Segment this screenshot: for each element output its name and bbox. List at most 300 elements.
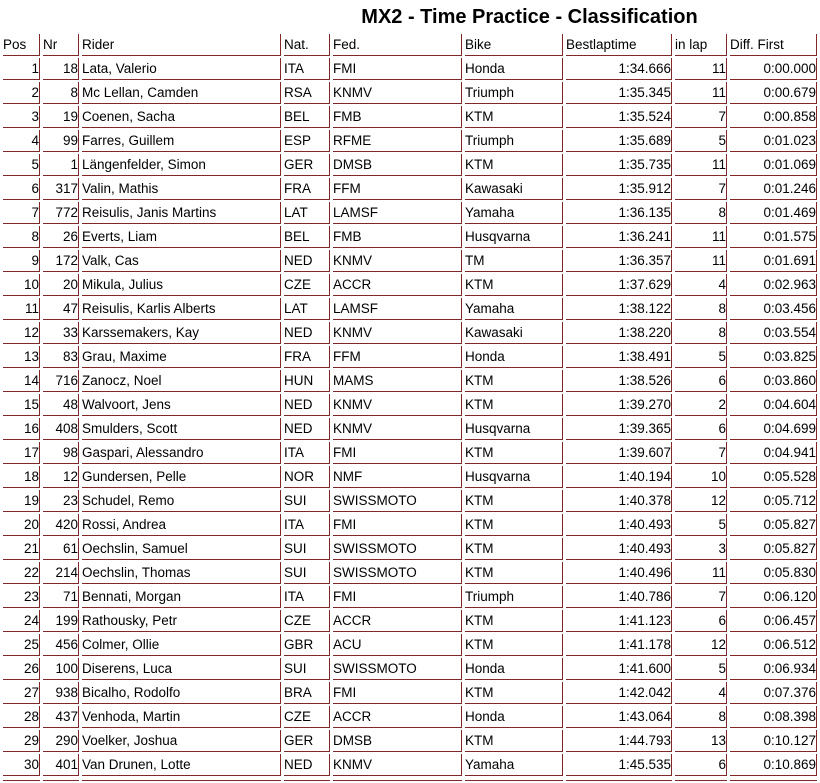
cell-bestlaptime: 1:36.241 <box>566 226 672 248</box>
cell-diff-first: 0:03.554 <box>730 322 817 344</box>
cell-pos: 20 <box>3 514 40 536</box>
cell-nat: GER <box>284 154 330 176</box>
cell-bestlaptime: 1:35.735 <box>566 154 672 176</box>
bottom-rule-segment <box>284 778 330 781</box>
bottom-rule-segment <box>82 778 281 781</box>
cell-pos: 30 <box>3 754 40 776</box>
cell-bike: Honda <box>465 658 563 680</box>
cell-nr: 456 <box>43 634 79 656</box>
cell-nr: 83 <box>43 346 79 368</box>
cell-in-lap: 10 <box>675 466 727 488</box>
cell-rider: Reisulis, Karlis Alberts <box>82 298 281 320</box>
cell-fed: ACCR <box>333 706 462 728</box>
header-bike: Bike <box>465 34 563 56</box>
cell-nat: NED <box>284 418 330 440</box>
cell-fed: FMI <box>333 442 462 464</box>
cell-pos: 12 <box>3 322 40 344</box>
cell-bestlaptime: 1:40.493 <box>566 514 672 536</box>
header-rider: Rider <box>82 34 281 56</box>
cell-in-lap: 7 <box>675 442 727 464</box>
cell-rider: Lata, Valerio <box>82 58 281 80</box>
cell-nat: SUI <box>284 490 330 512</box>
cell-fed: FMI <box>333 58 462 80</box>
cell-diff-first: 0:06.934 <box>730 658 817 680</box>
cell-pos: 22 <box>3 562 40 584</box>
table-row <box>3 274 817 296</box>
cell-rider: Oechslin, Samuel <box>82 538 281 560</box>
cell-nat: NED <box>284 250 330 272</box>
table-row <box>3 490 817 512</box>
cell-diff-first: 0:05.827 <box>730 514 817 536</box>
cell-nr: 71 <box>43 586 79 608</box>
cell-bestlaptime: 1:40.786 <box>566 586 672 608</box>
header-diff-first: Diff. First <box>730 34 817 56</box>
bottom-rule-segment <box>566 778 672 781</box>
cell-rider: Valin, Mathis <box>82 178 281 200</box>
cell-rider: Zanocz, Noel <box>82 370 281 392</box>
cell-diff-first: 0:05.827 <box>730 538 817 560</box>
cell-in-lap: 13 <box>675 730 727 752</box>
cell-nr: 172 <box>43 250 79 272</box>
cell-bike: KTM <box>465 106 563 128</box>
table-row <box>3 586 817 608</box>
cell-bike: Yamaha <box>465 202 563 224</box>
cell-bestlaptime: 1:43.064 <box>566 706 672 728</box>
cell-nat: ITA <box>284 442 330 464</box>
cell-rider: Valk, Cas <box>82 250 281 272</box>
cell-in-lap: 11 <box>675 154 727 176</box>
cell-bestlaptime: 1:38.526 <box>566 370 672 392</box>
cell-bike: Husqvarna <box>465 418 563 440</box>
cell-nr: 100 <box>43 658 79 680</box>
cell-pos: 21 <box>3 538 40 560</box>
cell-nr: 18 <box>43 58 79 80</box>
cell-nat: FRA <box>284 178 330 200</box>
cell-nr: 290 <box>43 730 79 752</box>
cell-fed: FMB <box>333 106 462 128</box>
cell-nr: 19 <box>43 106 79 128</box>
cell-bike: Honda <box>465 58 563 80</box>
cell-nat: NED <box>284 394 330 416</box>
cell-rider: Grau, Maxime <box>82 346 281 368</box>
cell-pos: 16 <box>3 418 40 440</box>
cell-diff-first: 0:05.830 <box>730 562 817 584</box>
cell-in-lap: 5 <box>675 130 727 152</box>
cell-nat: ESP <box>284 130 330 152</box>
cell-bestlaptime: 1:41.600 <box>566 658 672 680</box>
cell-fed: ACU <box>333 634 462 656</box>
cell-bestlaptime: 1:41.123 <box>566 610 672 632</box>
cell-in-lap: 7 <box>675 106 727 128</box>
cell-nr: 8 <box>43 82 79 104</box>
cell-nat: CZE <box>284 610 330 632</box>
cell-bike: Husqvarna <box>465 466 563 488</box>
cell-pos: 26 <box>3 658 40 680</box>
cell-diff-first: 0:02.963 <box>730 274 817 296</box>
cell-rider: Mikula, Julius <box>82 274 281 296</box>
cell-pos: 10 <box>3 274 40 296</box>
table-bottom-rule <box>3 778 817 781</box>
table-row <box>3 538 817 560</box>
cell-diff-first: 0:05.528 <box>730 466 817 488</box>
cell-in-lap: 5 <box>675 514 727 536</box>
cell-pos: 9 <box>3 250 40 272</box>
cell-pos: 7 <box>3 202 40 224</box>
table-row <box>3 58 817 80</box>
cell-bike: KTM <box>465 634 563 656</box>
cell-rider: Karssemakers, Kay <box>82 322 281 344</box>
table-row <box>3 706 817 728</box>
cell-in-lap: 5 <box>675 658 727 680</box>
cell-pos: 3 <box>3 106 40 128</box>
cell-bestlaptime: 1:45.535 <box>566 754 672 776</box>
header-nr: Nr <box>43 34 79 56</box>
cell-bike: KTM <box>465 154 563 176</box>
cell-rider: Everts, Liam <box>82 226 281 248</box>
cell-rider: Mc Lellan, Camden <box>82 82 281 104</box>
cell-fed: FFM <box>333 346 462 368</box>
cell-rider: Gaspari, Alessandro <box>82 442 281 464</box>
cell-bestlaptime: 1:35.345 <box>566 82 672 104</box>
cell-nat: GBR <box>284 634 330 656</box>
cell-nr: 12 <box>43 466 79 488</box>
cell-bestlaptime: 1:39.270 <box>566 394 672 416</box>
cell-pos: 19 <box>3 490 40 512</box>
cell-bestlaptime: 1:40.493 <box>566 538 672 560</box>
cell-fed: DMSB <box>333 154 462 176</box>
cell-in-lap: 8 <box>675 322 727 344</box>
cell-bestlaptime: 1:40.496 <box>566 562 672 584</box>
cell-diff-first: 0:00.000 <box>730 58 817 80</box>
cell-rider: Voelker, Joshua <box>82 730 281 752</box>
cell-nat: LAT <box>284 298 330 320</box>
cell-in-lap: 12 <box>675 634 727 656</box>
cell-pos: 11 <box>3 298 40 320</box>
cell-rider: Venhoda, Martin <box>82 706 281 728</box>
cell-bestlaptime: 1:34.666 <box>566 58 672 80</box>
cell-nat: NED <box>284 322 330 344</box>
cell-nat: NED <box>284 754 330 776</box>
table-row <box>3 634 817 656</box>
cell-in-lap: 6 <box>675 754 727 776</box>
cell-fed: ACCR <box>333 274 462 296</box>
cell-in-lap: 8 <box>675 202 727 224</box>
cell-nat: HUN <box>284 370 330 392</box>
cell-pos: 5 <box>3 154 40 176</box>
cell-in-lap: 4 <box>675 274 727 296</box>
cell-fed: SWISSMOTO <box>333 562 462 584</box>
cell-nat: BRA <box>284 682 330 704</box>
cell-nat: BEL <box>284 226 330 248</box>
cell-rider: Diserens, Luca <box>82 658 281 680</box>
cell-pos: 29 <box>3 730 40 752</box>
cell-nr: 47 <box>43 298 79 320</box>
cell-in-lap: 7 <box>675 586 727 608</box>
cell-rider: Farres, Guillem <box>82 130 281 152</box>
cell-in-lap: 6 <box>675 370 727 392</box>
cell-fed: KNMV <box>333 82 462 104</box>
cell-bestlaptime: 1:35.689 <box>566 130 672 152</box>
cell-fed: FMI <box>333 682 462 704</box>
cell-nat: LAT <box>284 202 330 224</box>
cell-fed: KNMV <box>333 394 462 416</box>
cell-bike: KTM <box>465 514 563 536</box>
cell-diff-first: 0:01.246 <box>730 178 817 200</box>
cell-bike: KTM <box>465 682 563 704</box>
table-row <box>3 250 817 272</box>
cell-rider: Gundersen, Pelle <box>82 466 281 488</box>
cell-nat: GER <box>284 730 330 752</box>
cell-pos: 18 <box>3 466 40 488</box>
cell-fed: KNMV <box>333 754 462 776</box>
table-row <box>3 322 817 344</box>
cell-fed: MAMS <box>333 370 462 392</box>
cell-bike: KTM <box>465 730 563 752</box>
cell-diff-first: 0:00.679 <box>730 82 817 104</box>
cell-bike: TM <box>465 250 563 272</box>
cell-diff-first: 0:01.691 <box>730 250 817 272</box>
table-row <box>3 82 817 104</box>
cell-rider: Colmer, Ollie <box>82 634 281 656</box>
cell-bike: KTM <box>465 274 563 296</box>
cell-pos: 1 <box>3 58 40 80</box>
cell-nat: NOR <box>284 466 330 488</box>
cell-fed: RFME <box>333 130 462 152</box>
cell-fed: SWISSMOTO <box>333 538 462 560</box>
cell-diff-first: 0:06.457 <box>730 610 817 632</box>
cell-diff-first: 0:03.456 <box>730 298 817 320</box>
cell-bestlaptime: 1:37.629 <box>566 274 672 296</box>
cell-rider: Reisulis, Janis Martins <box>82 202 281 224</box>
cell-in-lap: 8 <box>675 298 727 320</box>
bottom-rule-segment <box>730 778 817 781</box>
cell-nr: 716 <box>43 370 79 392</box>
cell-nat: ITA <box>284 514 330 536</box>
cell-nr: 420 <box>43 514 79 536</box>
table-row <box>3 610 817 632</box>
cell-in-lap: 11 <box>675 82 727 104</box>
cell-bestlaptime: 1:39.365 <box>566 418 672 440</box>
cell-rider: Bicalho, Rodolfo <box>82 682 281 704</box>
table-row <box>3 418 817 440</box>
cell-pos: 17 <box>3 442 40 464</box>
cell-bike: Husqvarna <box>465 226 563 248</box>
cell-diff-first: 0:08.398 <box>730 706 817 728</box>
cell-fed: SWISSMOTO <box>333 490 462 512</box>
cell-nat: FRA <box>284 346 330 368</box>
cell-nr: 61 <box>43 538 79 560</box>
table-row <box>3 682 817 704</box>
cell-bike: Honda <box>465 706 563 728</box>
header-nat: Nat. <box>284 34 330 56</box>
cell-diff-first: 0:10.127 <box>730 730 817 752</box>
cell-nat: SUI <box>284 658 330 680</box>
cell-nr: 437 <box>43 706 79 728</box>
cell-diff-first: 0:00.858 <box>730 106 817 128</box>
cell-bestlaptime: 1:36.357 <box>566 250 672 272</box>
header-in-lap: in lap <box>675 34 727 56</box>
cell-bike: Yamaha <box>465 298 563 320</box>
cell-pos: 4 <box>3 130 40 152</box>
cell-rider: Coenen, Sacha <box>82 106 281 128</box>
cell-bestlaptime: 1:38.220 <box>566 322 672 344</box>
cell-fed: SWISSMOTO <box>333 658 462 680</box>
table-row <box>3 658 817 680</box>
cell-fed: KNMV <box>333 250 462 272</box>
table-row <box>3 466 817 488</box>
bottom-rule-segment <box>465 778 563 781</box>
cell-pos: 24 <box>3 610 40 632</box>
header-fed: Fed. <box>333 34 462 56</box>
cell-diff-first: 0:04.941 <box>730 442 817 464</box>
cell-nr: 317 <box>43 178 79 200</box>
cell-bike: KTM <box>465 490 563 512</box>
cell-bike: KTM <box>465 610 563 632</box>
cell-in-lap: 6 <box>675 610 727 632</box>
cell-pos: 27 <box>3 682 40 704</box>
cell-in-lap: 7 <box>675 178 727 200</box>
cell-fed: ACCR <box>333 610 462 632</box>
cell-bestlaptime: 1:38.122 <box>566 298 672 320</box>
cell-nat: ITA <box>284 58 330 80</box>
cell-diff-first: 0:05.712 <box>730 490 817 512</box>
cell-nr: 199 <box>43 610 79 632</box>
cell-nr: 23 <box>43 490 79 512</box>
cell-bestlaptime: 1:40.378 <box>566 490 672 512</box>
cell-bike: KTM <box>465 562 563 584</box>
cell-in-lap: 11 <box>675 58 727 80</box>
cell-bike: Kawasaki <box>465 178 563 200</box>
cell-diff-first: 0:01.023 <box>730 130 817 152</box>
cell-rider: Walvoort, Jens <box>82 394 281 416</box>
cell-bike: KTM <box>465 442 563 464</box>
cell-bike: KTM <box>465 370 563 392</box>
cell-nat: SUI <box>284 538 330 560</box>
table-row <box>3 346 817 368</box>
cell-nr: 214 <box>43 562 79 584</box>
results-body <box>3 58 817 781</box>
table-row <box>3 202 817 224</box>
cell-nr: 938 <box>43 682 79 704</box>
cell-in-lap: 3 <box>675 538 727 560</box>
cell-diff-first: 0:06.512 <box>730 634 817 656</box>
cell-bike: Triumph <box>465 130 563 152</box>
header-pos: Pos <box>3 34 40 56</box>
cell-nat: ITA <box>284 586 330 608</box>
cell-fed: DMSB <box>333 730 462 752</box>
table-row <box>3 514 817 536</box>
cell-in-lap: 11 <box>675 250 727 272</box>
cell-nr: 401 <box>43 754 79 776</box>
cell-fed: FMB <box>333 226 462 248</box>
cell-nr: 408 <box>43 418 79 440</box>
cell-bestlaptime: 1:42.042 <box>566 682 672 704</box>
cell-in-lap: 8 <box>675 706 727 728</box>
cell-rider: Oechslin, Thomas <box>82 562 281 584</box>
cell-bestlaptime: 1:36.135 <box>566 202 672 224</box>
cell-nat: SUI <box>284 562 330 584</box>
cell-bike: KTM <box>465 538 563 560</box>
table-row <box>3 730 817 752</box>
cell-diff-first: 0:01.069 <box>730 154 817 176</box>
cell-pos: 23 <box>3 586 40 608</box>
cell-nr: 1 <box>43 154 79 176</box>
cell-bestlaptime: 1:35.912 <box>566 178 672 200</box>
cell-fed: LAMSF <box>333 202 462 224</box>
cell-bike: KTM <box>465 394 563 416</box>
cell-pos: 25 <box>3 634 40 656</box>
cell-pos: 6 <box>3 178 40 200</box>
cell-nr: 20 <box>43 274 79 296</box>
cell-rider: Längenfelder, Simon <box>82 154 281 176</box>
cell-diff-first: 0:10.869 <box>730 754 817 776</box>
bottom-rule-segment <box>675 778 727 781</box>
table-row <box>3 754 817 776</box>
cell-bike: Kawasaki <box>465 322 563 344</box>
cell-fed: KNMV <box>333 418 462 440</box>
cell-nr: 98 <box>43 442 79 464</box>
table-row <box>3 394 817 416</box>
table-row <box>3 154 817 176</box>
cell-nr: 99 <box>43 130 79 152</box>
cell-pos: 8 <box>3 226 40 248</box>
cell-diff-first: 0:01.469 <box>730 202 817 224</box>
classification-table <box>0 32 820 783</box>
cell-rider: Bennati, Morgan <box>82 586 281 608</box>
cell-fed: LAMSF <box>333 298 462 320</box>
table-row <box>3 442 817 464</box>
cell-bike: Yamaha <box>465 754 563 776</box>
bottom-rule-segment <box>3 778 40 781</box>
cell-nat: RSA <box>284 82 330 104</box>
cell-rider: Rossi, Andrea <box>82 514 281 536</box>
cell-pos: 28 <box>3 706 40 728</box>
cell-bestlaptime: 1:41.178 <box>566 634 672 656</box>
cell-pos: 2 <box>3 82 40 104</box>
cell-rider: Van Drunen, Lotte <box>82 754 281 776</box>
cell-nr: 772 <box>43 202 79 224</box>
cell-in-lap: 4 <box>675 682 727 704</box>
table-row <box>3 130 817 152</box>
cell-fed: FFM <box>333 178 462 200</box>
cell-nr: 26 <box>43 226 79 248</box>
page-title: MX2 - Time Practice - Classification <box>361 6 698 28</box>
cell-diff-first: 0:04.604 <box>730 394 817 416</box>
cell-nat: CZE <box>284 706 330 728</box>
bottom-rule-segment <box>333 778 462 781</box>
cell-bike: Triumph <box>465 82 563 104</box>
table-row <box>3 370 817 392</box>
cell-diff-first: 0:04.699 <box>730 418 817 440</box>
cell-in-lap: 6 <box>675 418 727 440</box>
cell-rider: Schudel, Remo <box>82 490 281 512</box>
cell-in-lap: 12 <box>675 490 727 512</box>
cell-fed: KNMV <box>333 322 462 344</box>
table-row <box>3 562 817 584</box>
cell-diff-first: 0:06.120 <box>730 586 817 608</box>
cell-diff-first: 0:07.376 <box>730 682 817 704</box>
cell-bestlaptime: 1:39.607 <box>566 442 672 464</box>
cell-fed: FMI <box>333 514 462 536</box>
cell-bike: Honda <box>465 346 563 368</box>
cell-bestlaptime: 1:44.793 <box>566 730 672 752</box>
cell-nat: CZE <box>284 274 330 296</box>
cell-nat: BEL <box>284 106 330 128</box>
table-row <box>3 178 817 200</box>
bottom-rule-segment <box>43 778 79 781</box>
cell-pos: 15 <box>3 394 40 416</box>
cell-bestlaptime: 1:40.194 <box>566 466 672 488</box>
